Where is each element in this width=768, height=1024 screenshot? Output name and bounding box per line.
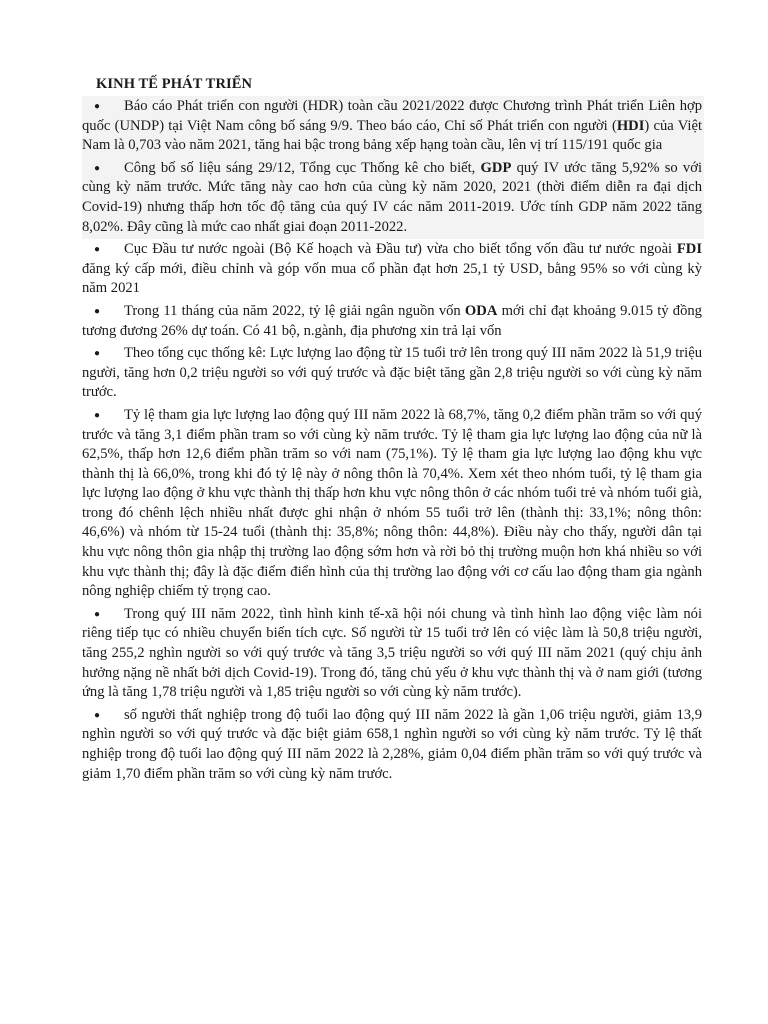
bullet-icon: ●: [94, 305, 101, 317]
bullet-icon: ●: [94, 348, 101, 360]
bullet-paragraph-hdi: [82, 96, 704, 158]
bullet-paragraph-employment: [82, 604, 704, 705]
paragraph-text: Theo tổng cục thống kê: Lực lượng lao động từ 15 tuổi trở lên trong quý III năm 2022 là 51,9 triệu người, tăng hơn 0,2 triệu người so với quý trước và đặc biệt tăng gần 2,8 triệu người so với cùng kỳ năm trước.: [82, 345, 702, 401]
paragraph-text: Trong 11 tháng của năm 2022, tỷ lệ giải ngân nguồn vốn: [124, 302, 465, 319]
section-title: KINH TẾ PHÁT TRIỂN: [96, 76, 253, 92]
bullet-paragraph-gdp: [82, 158, 704, 239]
paragraph-text: Trong quý III năm 2022, tình hình kinh tế-xã hội nói chung và tình hình lao động việc làm nói riêng tiếp tục có nhiều chuyển biến tích cực. Số người từ 15 tuổi trở lên có việc làm là 50,8 triệu người, tăng 255,2 nghìn người so với quý trước và tăng 3,5 triệu người so với quý III năm 2021 (quý chịu ảnh hưởng nặng nề nhất bởi dịch Covid-19). Trong đó, tăng chủ yếu ở khu vực thành thị và ở nam giới (tương ứng là tăng 1,78 triệu người và 1,85 triệu người so với cùng kỳ năm trước).: [82, 605, 702, 701]
bullet-icon: ●: [94, 162, 101, 174]
paragraph-text: Báo cáo Phát triển con người (HDR) toàn cầu 2021/2022 được Chương trình Phát triển Liên hợp quốc (UNDP) tại Việt Nam công bố sáng 9/9. Theo báo cáo, Chỉ số Phát triển con người (: [82, 98, 702, 134]
bullet-paragraph-unemployment: [82, 705, 704, 786]
paragraph-text: Công bố số liệu sáng 29/12, Tổng cục Thống kê cho biết,: [124, 159, 481, 176]
paragraph-text: Tỷ lệ tham gia lực lượng lao động quý III năm 2022 là 68,7%, tăng 0,2 điểm phần trăm so với quý trước và tăng 3,1 điểm phần tram so với cùng kỳ năm trước. Tỷ lệ tham gia lực lượng lao động của nữ là 62,5%, thấp hơn 12,6 điểm phần trăm so với nam (75,1%). Tỷ lệ tham gia lực lượng lao động khu vực thành thị là 66,0%, trong khi đó tỷ lệ này ở nông thôn là 70,4%. Xem xét theo nhóm tuổi, tỷ lệ tham gia lực lượng lao động ở khu vực thành thị thấp hơn khu vực nông thôn ở các nhóm tuổi trẻ và nhóm tuổi già, trong đó chênh lệch nhiều nhất được ghi nhận ở nhóm 55 tuổi trở lên (thành thị: 33,1%; nông thôn: 46,6%) và nhóm từ 15-24 tuổi (thành thị: 35,8%; nông thôn: 44,8%). Điều này cho thấy, người dân tại khu vực nông thôn gia nhập thị trường lao động sớm hơn và rời bỏ thị trường muộn hơn khá nhiều so với khu vực thành thị; đây là đặc điểm điển hình của thị trường lao động với cơ cấu lao động tham gia ngành nông nghiệp chiếm tỷ trọng cao.: [82, 406, 702, 600]
bold-term: HDI: [616, 117, 645, 134]
paragraph-text: số người thất nghiệp trong độ tuổi lao động quý III năm 2022 là gần 1,06 triệu người, giảm 13,9 nghìn người so với quý trước và đặc biệt giảm 658,1 nghìn người so với cùng kỳ năm trước. Tỷ lệ thất nghiệp trong độ tuổi lao động quý III năm 2022 là 2,28%, giảm 0,04 điểm phần trăm so với quý trước và giảm 1,70 điểm phần trăm so với cùng kỳ năm trước.: [82, 706, 702, 782]
bold-term: GDP: [480, 159, 512, 176]
bullet-icon: ●: [94, 244, 101, 256]
bold-term: FDI: [676, 241, 702, 258]
document-page: [82, 74, 704, 786]
bullet-paragraph-participation-rate: [82, 405, 704, 604]
paragraph-text: ) của Việt Nam là 0,703 vào năm 2021, tăng hai bậc trong bảng xếp hạng toàn cầu, lên vị trí 115/191 quốc gia: [82, 117, 702, 154]
paragraph-text: quý IV ước tăng 5,92% so với cùng kỳ năm trước. Mức tăng này cao hơn của cùng kỳ năm 2020, 2021 (thời điểm diễn ra đại dịch Covid-19) nhưng thấp hơn tốc độ tăng của quý IV các năm 2011-2019. Ước tính GDP năm 2022 tăng 8,02%. Đây cũng là mức cao nhất giai đoạn 2011-2022.: [82, 159, 702, 235]
bullet-icon: ●: [94, 101, 101, 112]
bullet-icon: ●: [94, 409, 101, 421]
bold-term: ODA: [464, 302, 498, 319]
paragraph-text: mới chỉ đạt khoảng 9.015 tỷ đồng tương đương 26% dự toán. Có 41 bộ, n.gành, địa phương xin trả lại vốn: [82, 302, 702, 339]
paragraph-text: đăng ký cấp mới, điều chỉnh và góp vốn mua cổ phần đạt hơn 25,1 tỷ USD, bằng 95% so với cùng kỳ năm 2021: [82, 260, 702, 297]
paragraph-text: Cục Đầu tư nước ngoài (Bộ Kế hoạch và Đầu tư) vừa cho biết tổng vốn đầu tư nước ngoài: [124, 241, 677, 258]
bullet-icon: ●: [94, 709, 101, 721]
bullet-paragraph-fdi: [82, 239, 704, 301]
bullet-paragraph-labor-force: [82, 343, 704, 405]
bullet-paragraph-oda: [82, 301, 704, 343]
bullet-icon: ●: [94, 608, 101, 620]
